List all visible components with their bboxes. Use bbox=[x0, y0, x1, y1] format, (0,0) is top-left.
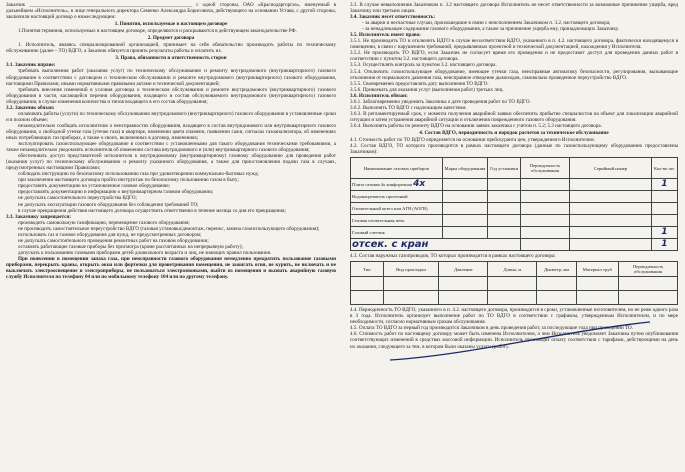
clause-3-2-h: предоставлять документацию и информацию о внутриквартирном газовом оборудовании; bbox=[18, 189, 214, 196]
clause-3-6-2: 3.6.2. Выполнять ТО ВДГО с надлежащим качеством. bbox=[350, 104, 467, 111]
handwritten-plate: 4х bbox=[413, 179, 426, 190]
clause-4-1: 4.1. Стоимость работ по ТО ВДГО определяется на основании прейскуранта цен, утвержденного Исполнителем. bbox=[350, 137, 595, 144]
clause-3-2-d: обеспечивать доступ представителей исполнителя к внутридомовому (внутриквартирному) газовому оборудованию для проведения работ (оказания услуг) по техническому обслуживанию и ремонту указанного оборудования, а также для приостановления подачи газа в случаях, предусмотренных настоящими Правилами; bbox=[6, 153, 336, 172]
header-cell: Кол-во шт. bbox=[651, 158, 677, 179]
equipment-name: Газовый счетчик bbox=[351, 227, 443, 239]
intro-paragraph: Заказчик ________________________________________________________________ с одной стороны, ОАО «Краснодаргоргаз», именуемый в дальнейшем «Исполнитель», в лице генерального директора Семенко Александра Борисовича, действующего на основании Устава, с другой стороны, заключили настоящий договор о нижеследующем: bbox=[6, 2, 336, 21]
clause-3-6-3: 3.6.3. В регламентируемый срок, с момента получения аварийной заявки обеспечить прибытие специалистов на объект для локализации аварийной ситуации и затем устранения аварийной ситуации и отключения поврежденного газового оборудования. bbox=[350, 110, 678, 123]
clause-3-1-b: требовать внесения изменений в условия договора о техническом обслуживании и ремонте внутридомового (внутриквартирного) газового оборудования в части, касающейся перечня оборудования, входящего в состав обслуживаемого внутридомового (внутриквартирного) газового оборудования, в случае изменения количества и типов входящего в его состав оборудования; bbox=[6, 86, 336, 105]
clause-3-5-2: 3.5.2. Не производить ТО ВДГО, если Заказчик не согласует время его проведения и не предоставит доступ для проведения данных работ в соответствии с пунктом 3.2. настоящего договора. bbox=[350, 50, 678, 63]
equipment-name: Плита газовая 4х конфорочная 4х bbox=[351, 179, 443, 191]
equipment-name: Отопительный котел или АГВ (АОГВ) bbox=[351, 203, 443, 215]
clause-3-3-b: не производить самостоятельное переустройство ВДГО (газовая установка/демонтаж, перенос, замена газоиспользующего оборудования); bbox=[18, 225, 320, 232]
section-1-title: 1. Понятия, используемые в настоящем договоре bbox=[114, 21, 228, 28]
section-3-title: 3. Права, обязанности и ответственность сторон bbox=[115, 55, 227, 62]
clause-3-5-6: 3.5.6. Привлекать для оказания услуг (выполнения работ) третьих лиц. bbox=[350, 86, 504, 93]
header-cell: Вид прокладки bbox=[383, 262, 439, 277]
gas-leak-instructions: При появлении в помещении запаха газа, при неисправности газового оборудования немедленно прекратить пользование газовыми приборами, перекрыть краны, открыть окна или форточки для проветривания помещения, не зажигать огня, не курить, не включать и не выключать электроосвещение и электроприборы, не пользоваться электрозвонками, выйти из помещения и вызвать аварийную газовую службу Исполнителя по телефону 04 или по мобильному телефону 104 или по другому телефону. bbox=[6, 255, 336, 281]
section-1-text: 1.Понятия терминов, используемых в настоящем договоре, определяются и раскрываются в действующем законодательстве РФ. bbox=[18, 28, 297, 35]
header-cell: Год установки bbox=[488, 158, 521, 179]
clause-3-3-e: оставлять работающие газовые приборы без присмотра (кроме рассчитанных на непрерывную работу); bbox=[18, 243, 243, 250]
equipment-qty: 1 bbox=[651, 179, 677, 191]
clause-4-2: 4.2. Состав ВДГО, ТО которого производится в рамках настоящего договора (данные по газоиспользующему оборудованию предоставлены Заказчиком): bbox=[350, 143, 678, 156]
clause-3-2-c: эксплуатировать газоиспользующее оборудование в соответствии с установленными для такого оборудования техническими требованиями, а также незамедлительно уведомлять исполнителя об изменении состава внутридомового и (или) внутриквартирного газового оборудования; bbox=[6, 141, 336, 154]
clause-3-2-g: предоставить документацию на установленное газовое оборудование; bbox=[18, 183, 171, 190]
equipment-name: Водонагреватель проточный bbox=[351, 191, 443, 203]
clause-4-4: 4.4. Периодичность ТО ВДГО, указанного в п. 4.2. настоящего договора, производится в сроки, установленные изготовителем, но не реже одного раза в 3 года. Исполнитель организует выполнение работ по ТО ВДГО в соответствии с графиком, утвержденным Исполнителем, и по мере необходимости, согласно нормативным срокам обслуживания. bbox=[350, 307, 678, 326]
clause-3-2-title: 3.2. Заказчик обязан: bbox=[6, 104, 55, 111]
clause-3-3-liability: 3.3. В случае невыполнения Заказчиком п. 3.2 настоящего договора Исполнитель не несет ответственности за возможные причинение ущерба, вред Заказчику или третьим лицам. bbox=[350, 2, 678, 15]
clause-4-3: 4.3. Состав наружных газопроводов, ТО которых производится в рамках настоящего договора: bbox=[350, 253, 556, 260]
clause-3-1-a: требовать выполнения работ (оказания услуг) по техническому обслуживанию и ремонту внутридомового (внутриквартирного) газового оборудования в соответствии с договором о техническом обслуживании и ремонте внутридомового (внутриквартирного) газового оборудования, настоящими Правилами, иными нормативными правовыми актами и технической документацией; bbox=[6, 68, 336, 87]
clause-3-3-d: не допускать самостоятельного проведения ремонтных работ на газовом оборудовании; bbox=[18, 237, 209, 244]
clause-3-6-title: 3.6. Исполнитель обязан: bbox=[350, 92, 408, 99]
header-cell: Наименование газовых приборов bbox=[351, 158, 443, 179]
clause-3-3-title: 3.3. Заказчику запрещается: bbox=[6, 213, 71, 220]
clause-3-2-i: не допускать самостоятельного переустройства ВДГО; bbox=[18, 195, 137, 202]
header-cell: Периодичность обслуживания bbox=[619, 262, 678, 277]
clause-3-1-title: 3.1. Заказчик вправе: bbox=[6, 62, 56, 69]
section-2-title: 2. Предмет договора bbox=[147, 35, 195, 42]
clause-3-4-b: - за ненадлежащее содержание газового оборудования, а также за причинение ущерба ему, принадлежащих Заказчику. bbox=[362, 26, 620, 33]
clause-3-5-title: 3.5. Исполнитель имеет право: bbox=[350, 32, 421, 39]
header-cell: Диаметр, мм bbox=[537, 262, 576, 277]
clause-3-6-1: 3.6.1. Заблаговременно уведомить Заказчика о дате проведения работ по ТО ВДГО. bbox=[350, 98, 531, 105]
clause-3-2-b: незамедлительно сообщать исполнителю о неисправностях оборудования, входящего в состав внутридомового или внутриквартирного газового оборудования, о свободной утечке газа (утечке газа) в квартире, изменении цвета пламени, появлении сажи, сигналах газоанализатора, об изменениях иных потребляющих газ приборах, а также о своих, включенных в договор, изменениях; bbox=[6, 122, 336, 141]
header-cell: Периодичность обслуживания bbox=[521, 158, 570, 179]
section-4-title: 4. Состав ВДГО, периодичность и порядок расчетов за техническое обслуживание bbox=[419, 129, 609, 136]
section-2-text: 1. Исполнитель, являясь специализированной организацией, принимает на себя обязательство производить работы по техническому обслуживанию (далее – ТО) ВДГО, а Заказчик обязуется принять результаты работы и оплатить их. bbox=[6, 42, 336, 55]
clause-3-3-a: производить самовольную газификацию, перемещение газового оборудования; bbox=[18, 219, 190, 226]
clause-3-2-j: не допускать эксплуатации газового оборудования без соблюдения требований ТО; bbox=[18, 201, 199, 208]
header-cell: Тип bbox=[351, 262, 384, 277]
clause-3-2-a: оплачивать работы (услуги) по техническому обслуживанию внутридомового (внутриквартирного) газового оборудования в установленные сроки и в полном объеме; bbox=[6, 110, 336, 123]
clause-4-6: 4.6. Стоимость работ по настоящему договору может быть изменена Исполнителем, о чем Исполнитель уведомляет Заказчика путем опубликования соответствующих изменений в средствах массовой информации. Исполнитель производит оплату соответствии с тарифами, действующими на день их оказания, следующего за тем, в котором были оказаны услуги (работ). bbox=[350, 331, 678, 350]
clause-3-5-1: 3.5.1. Не производить ТО и отключить ВДГО в случае несоответствия ВДГО, указанного в п. 4.2. настоящего договора, фактически находящемуся в помещении, в связи с нарушением требований, предъявляемых проектной и технической документацией, нахождения у Исполнителя. bbox=[350, 38, 678, 51]
left-column bbox=[6, 2, 336, 280]
equipment-name: Газовая отопительная печь bbox=[351, 215, 443, 227]
header-cell: Материал труб bbox=[576, 262, 619, 277]
clause-3-5-3: 3.5.3. Осуществлять контроль за пунктом 3.2. настоящего договора. bbox=[350, 62, 497, 69]
clause-3-2-e: соблюдать инструкцию по безопасному использованию газа при удовлетворении коммунально-бытовых нужд; bbox=[18, 171, 259, 178]
clause-3-3-f: допускать к пользованию газовыми приборами детей дошкольного возраста и лиц, не знающих правил пользования. bbox=[18, 249, 272, 256]
header-cell: Марка оборудования bbox=[442, 158, 488, 179]
handwritten-strike-line bbox=[350, 0, 680, 472]
clause-3-4-a: - за аварии и несчастные случаи, произошедшие в связи с неисполнением Заказчиком п. 3.2. настоящего договора; bbox=[362, 20, 611, 27]
header-cell: Длина, м bbox=[488, 262, 537, 277]
clause-3-4-title: 3.4. Заказчик несет ответственность: bbox=[350, 14, 436, 21]
header-cell: Давление bbox=[439, 262, 488, 277]
equipment-qty: 1 bbox=[651, 239, 677, 251]
clause-4-5: 4.5. Оплата ТО ВДГО за первый год производится Заказчиком в день проведения работ, за последующие года при проведении ТО. bbox=[350, 325, 633, 332]
clause-3-2-f: при заключении настоящего договора пройти инструктаж по безопасному пользованию газом в быту; bbox=[18, 177, 239, 184]
clause-3-5-4: 3.5.4. Отключить газоиспользующее оборудование, имеющее утечки газа, неисправные автоматику безопасности, регулирования, вызывающие отклонения от нормального давления газа, неисправное отведение дымоходов, самовольно проведенное переустройство ВДГО. bbox=[350, 68, 678, 81]
clause-3-3-c: использовать газ и газовое оборудование для нужд, не предусмотренных договором; bbox=[18, 231, 202, 238]
handwritten-extra: отсек. с кран bbox=[352, 238, 429, 250]
clause-3-6-4: 3.6.4. Выполнять работы по ремонту ВДГО на основании заявок заказчика с учетом п. 5.2; 5.3 настоящего договора. bbox=[350, 122, 602, 129]
header-cell: Серийный номер bbox=[570, 158, 652, 179]
clause-3-5-5: 3.5.5. Своевременно предоставлять дату выполнения ТО ВДГО. bbox=[350, 80, 489, 87]
equipment-qty: 1 bbox=[651, 227, 677, 239]
clause-3-2-k: в случае прекращения действия настоящего договора осуществить ответственно в течение месяца со дня его прекращения; bbox=[18, 207, 286, 214]
